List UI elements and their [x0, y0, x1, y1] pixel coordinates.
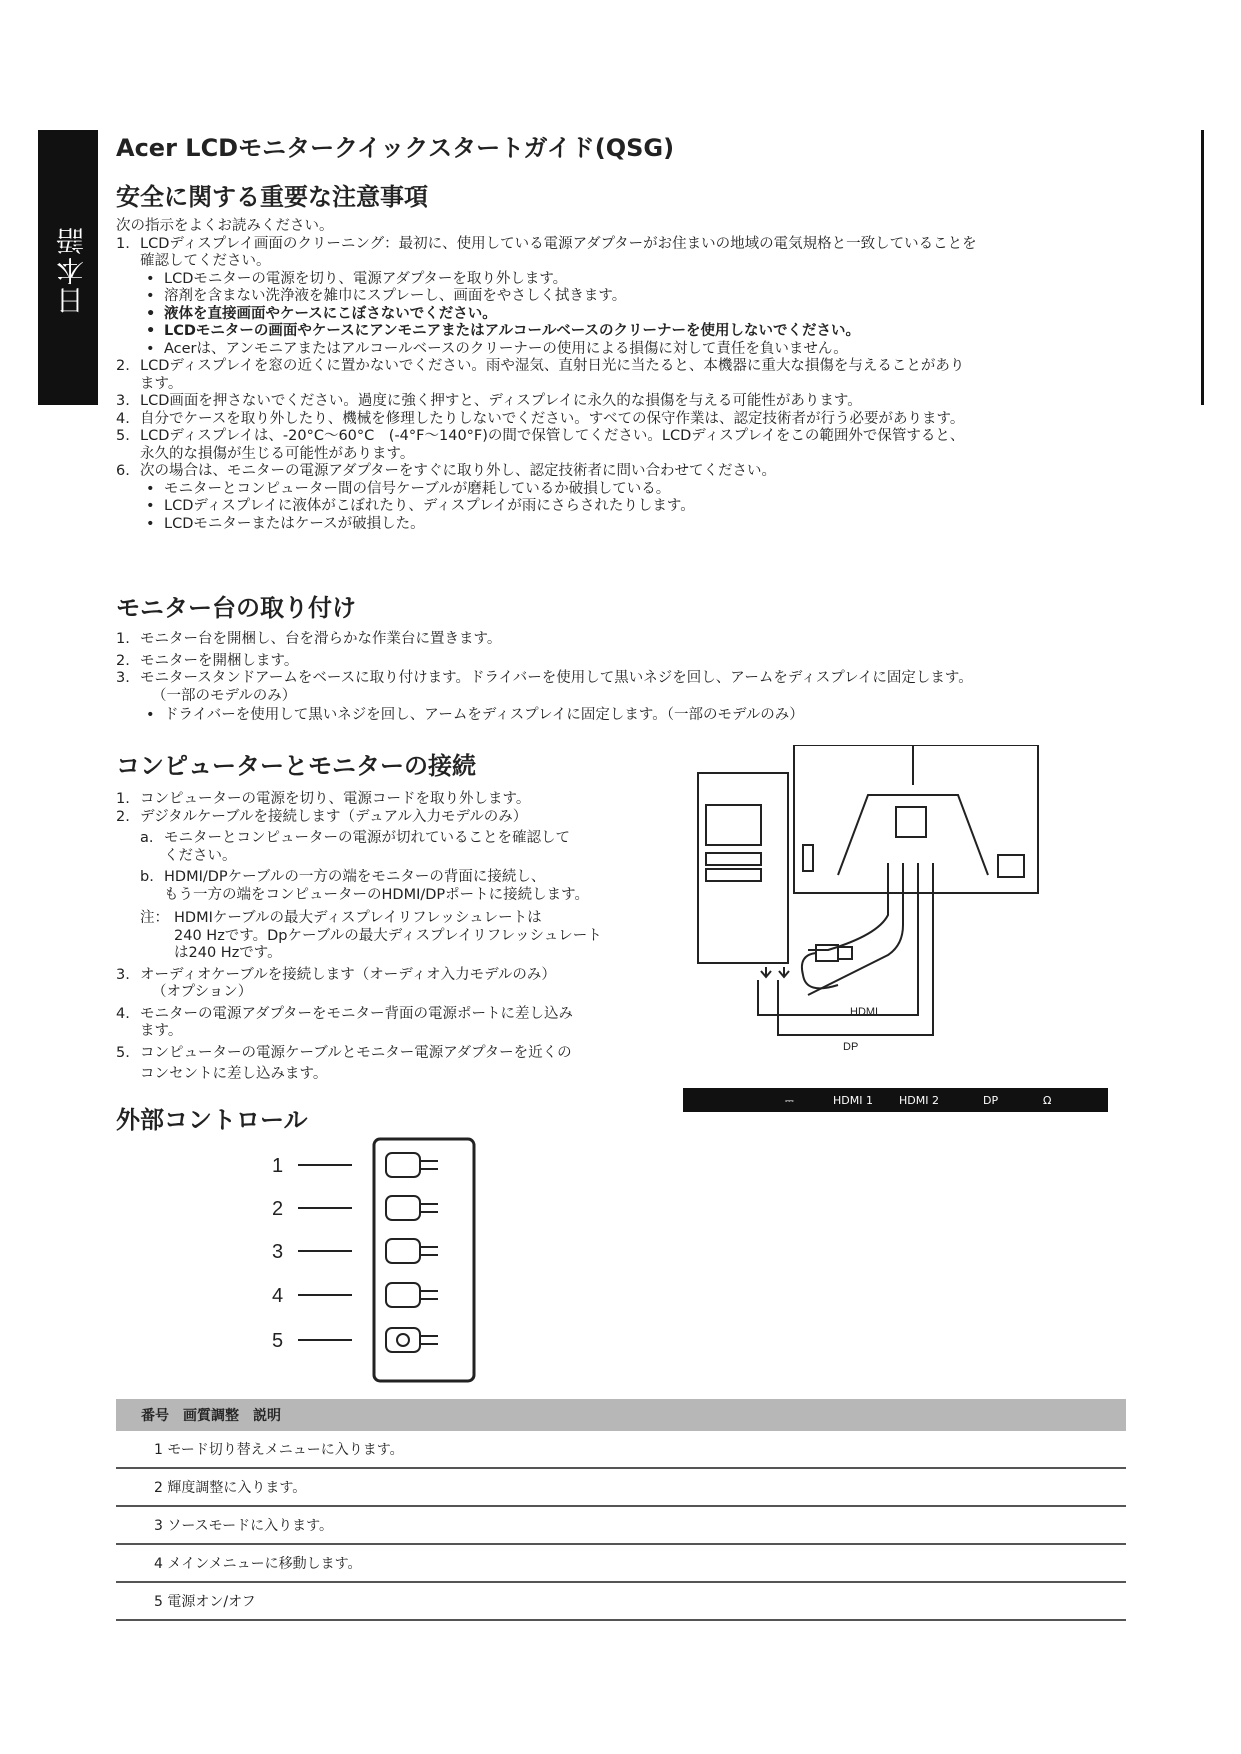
control-button-1[interactable] [386, 1153, 420, 1177]
safety-heading: 安全に関する重要な注意事項 [116, 183, 428, 211]
connect-step-3-cont: （オプション） [152, 984, 253, 1000]
language-tab-label: 日本語 [55, 225, 88, 315]
item-number: 1. [116, 791, 130, 807]
safety-bullet: • LCDディスプレイに液体がこぼれたり、ディスプレイが雨にさらされたりします。 [140, 498, 1126, 516]
control-number-5: 5 [272, 1330, 284, 1352]
stand-section [116, 588, 1126, 725]
controls-heading: 外部コントロール [116, 1106, 308, 1134]
connect-note-cont: は240 Hzです。 [174, 945, 282, 961]
legend-row-2: 2 輝度調整に入ります。 [116, 1468, 1126, 1506]
item-number: 4. [116, 1005, 130, 1022]
item-number: 3. [116, 670, 130, 686]
stand-step-1: モニター台を開梱し、台を滑らかな作業台に置きます。 [140, 631, 502, 647]
sub-letter: b. [140, 869, 154, 885]
connect-step-2a: モニターとコンピューターの電源が切れていることを確認して [164, 830, 570, 846]
item-number: 3. [116, 966, 130, 983]
safety-item-2-cont: ます。 [140, 375, 183, 392]
item-number: 1. [116, 235, 130, 252]
control-buttons-svg [266, 1135, 486, 1385]
connect-note-cont: 240 Hzです。Dpケーブルの最大ディスプレイリフレッシュレート [174, 927, 602, 944]
safety-item-3: LCD画面を押さないでください。過度に強く押すと、ディスプレイに永久的な損傷を与える可能性があります。 [140, 393, 862, 409]
sub-letter: a. [140, 830, 154, 846]
item-number: 3. [116, 393, 130, 409]
safety-item-5-cont: 永久的な損傷が生じる可能性があります。 [140, 445, 415, 462]
safety-bullet: • 溶剤を含まない洗浄液を雑巾にスプレーし、画面をやさしく拭きます。 [140, 288, 1126, 306]
connect-step-5: コンピューターの電源ケーブルとモニター電源アダプターを近くの [140, 1044, 572, 1061]
control-button-4[interactable] [386, 1283, 420, 1307]
safety-item-5: LCDディスプレイは、-20°C～60°C (-4°F～140°F)の間で保管してください。LCDディスプレイをこの範囲外で保管すると、 [140, 428, 965, 444]
legend-row-4: 4 メインメニューに移動します。 [116, 1544, 1126, 1582]
control-button-2[interactable] [386, 1196, 420, 1220]
connect-step-1: コンピューターの電源を切り、電源コードを取り外します。 [140, 791, 531, 807]
item-number: 1. [116, 631, 130, 647]
safety-item-2: LCDディスプレイを窓の近くに置かないでください。雨や湿気、直射日光に当たると、本機器に重大な損傷を与えることがあり [140, 358, 965, 374]
item-number: 2. [116, 808, 130, 825]
connect-step-2b-cont: もう一方の端をコンピューターのHDMI/DPポートに接続します。 [164, 886, 589, 903]
control-number-2: 2 [272, 1198, 284, 1220]
item-number: 4. [116, 410, 130, 427]
port-hdmi2-label: HDMI 2 [899, 1094, 939, 1107]
margin-rule [1201, 130, 1204, 405]
port-hdmi1-label: HDMI 1 [833, 1094, 873, 1107]
stand-heading: モニター台の取り付け [116, 594, 356, 622]
connection-diagram-svg [688, 745, 1108, 1055]
hdmi-cable-label: HDMI [850, 1006, 879, 1018]
document-title: Acer LCDモニタークイックスタートガイド(QSG) [116, 134, 675, 162]
stand-bullet: • ドライバーを使用して黒いネジを回し、アームをディスプレイに固定します。（一部のモデルのみ） [140, 707, 1126, 725]
stand-step-3: モニタースタンドアームをベースに取り付けます。ドライバーを使用して黒いネジを回し、アームをディスプレイに固定します。 [140, 670, 973, 686]
connect-step-2b: HDMI/DPケーブルの一方の端をモニターの背面に接続し、 [164, 869, 546, 885]
language-tab [38, 130, 98, 405]
safety-item-4: 自分でケースを取り外したり、機械を修理したりしないでください。すべての保守作業は、認定技術者が行う必要があります。 [140, 410, 965, 427]
safety-item-6: 次の場合は、モニターの電源アダプターをすぐに取り外し、認定技術者に問い合わせてください。 [140, 463, 776, 479]
item-number: 5. [116, 428, 130, 444]
headphone-icon: Ω [1043, 1094, 1052, 1107]
control-button-power[interactable] [386, 1328, 420, 1352]
port-label-bar [683, 1088, 1108, 1112]
controls-legend-table [116, 1399, 1126, 1621]
legend-row-3: 3 ソースモードに入ります。 [116, 1506, 1126, 1544]
item-number: 2. [116, 652, 130, 669]
dp-cable-label: DP [843, 1041, 859, 1053]
safety-item-1-cont: 確認してください。 [140, 253, 271, 269]
connect-heading: コンピューターとモニターの接続 [116, 752, 476, 780]
stand-step-2: モニターを開梱します。 [140, 652, 299, 669]
control-button-3[interactable] [386, 1239, 420, 1263]
item-number: 5. [116, 1044, 130, 1061]
power-icon [397, 1334, 409, 1346]
safety-bullet: • LCDモニターまたはケースが破損した。 [140, 516, 1126, 534]
connect-step-2: デジタルケーブルを接続します（デュアル入力モデルのみ） [140, 808, 528, 825]
monitor-back [794, 745, 1038, 893]
note-label: 注： [140, 910, 169, 926]
legend-header: 番号 画質調整 説明 [116, 1399, 1126, 1431]
connection-diagram [688, 745, 1108, 1055]
safety-section [116, 128, 1126, 533]
control-number-1: 1 [272, 1155, 284, 1177]
connect-step-4: モニターの電源アダプターをモニター背面の電源ポートに差し込み [140, 1005, 573, 1022]
legend-row-1: 1 モード切り替えメニューに入ります。 [116, 1431, 1126, 1468]
item-number: 2. [116, 358, 130, 374]
connect-step-2a-cont: ください。 [164, 847, 237, 864]
connect-step-5-cont: コンセントに差し込みます。 [140, 1066, 328, 1082]
legend-row-5: 5 電源オン/オフ [116, 1582, 1126, 1620]
safety-item-1: LCDディスプレイ画面のクリーニング：最初に、使用している電源アダプターがお住まいの地域の電気規格と一致していることを [140, 235, 977, 252]
stand-step-3-cont: （一部のモデルのみ） [152, 687, 297, 704]
safety-intro: 次の指示をよくお読みください。 [116, 218, 334, 234]
dc-power-icon: ⎓ [785, 1094, 794, 1107]
connect-section [116, 746, 636, 1084]
port-dp-label: DP [983, 1094, 999, 1107]
safety-bullet: • LCDモニターの電源を切り、電源アダプターを取り外します。 [140, 271, 1126, 289]
connect-step-3: オーディオケーブルを接続します（オーディオ入力モデルのみ） [140, 966, 556, 983]
safety-bullet: • モニターとコンピューター間の信号ケーブルが磨耗しているか破損している。 [140, 481, 1126, 499]
control-number-3: 3 [272, 1241, 284, 1263]
safety-bullet: • Acerは、アンモニアまたはアルコールベースのクリーナーの使用による損傷に対して責任を負いません。 [140, 341, 1126, 359]
safety-bullet-bold: • LCDモニターの画面やケースにアンモニアまたはアルコールベースのクリーナーを使用しないでください。 [140, 323, 1126, 341]
connect-step-4-cont: ます。 [140, 1023, 183, 1039]
safety-bullet-bold: • 液体を直接画面やケースにこぼさないでください。 [140, 306, 1126, 324]
item-number: 6. [116, 463, 130, 479]
connect-note: HDMIケーブルの最大ディスプレイリフレッシュレートは [174, 910, 542, 926]
control-number-4: 4 [272, 1285, 284, 1307]
controls-section [116, 1100, 308, 1135]
control-buttons-diagram [266, 1135, 486, 1385]
